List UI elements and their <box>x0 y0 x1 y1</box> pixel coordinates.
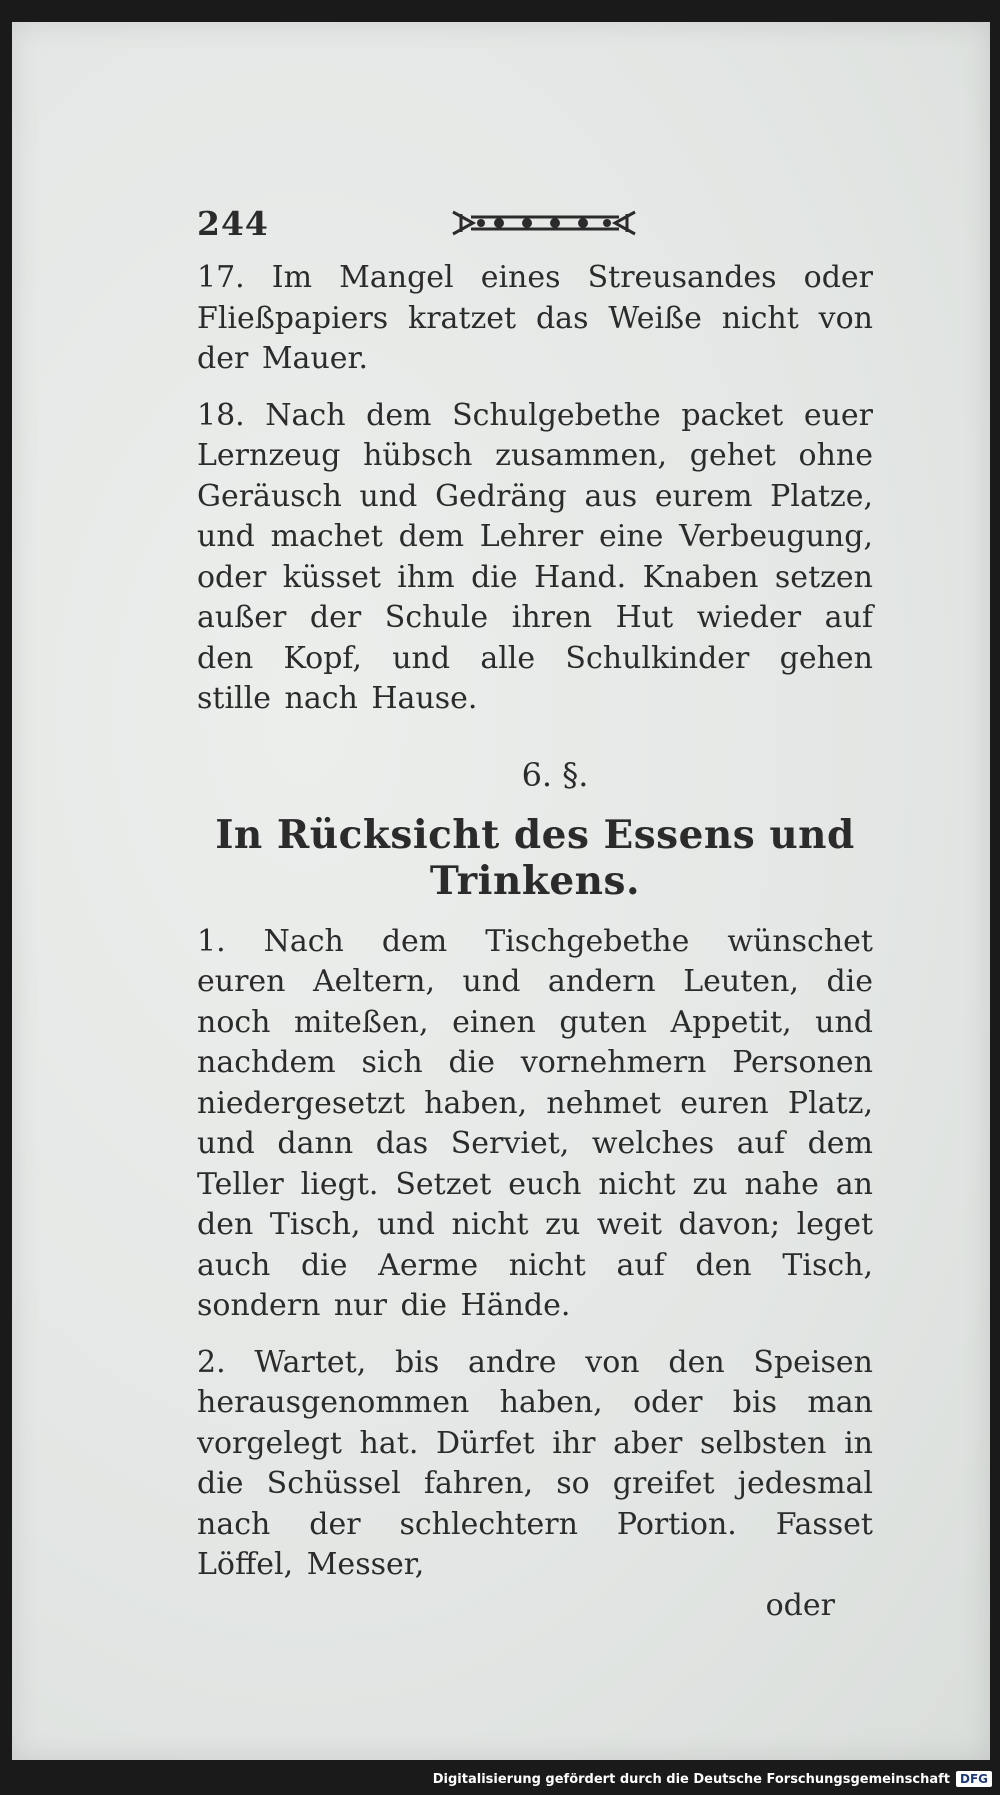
page-header <box>197 202 873 244</box>
section-number: 6. §. <box>521 755 589 794</box>
paragraph-1: 1. Nach dem Tischgebethe wünschet euren Aeltern, und andern Leuten, die noch miteßen, einen guten Appetit, und nachdem sich die vornehmern Personen niedergesetzt haben, nehmet euren Platz, und dann das Serviet, welches auf dem Teller liegt. Setzet euch nicht zu nahe an den Tisch, und nicht zu weit davon; leget auch die Aerme nicht auf den Tisch, sondern nur die Hände. <box>197 923 873 1323</box>
paragraph-18: 18. Nach dem Schulgebethe packet euer Lernzeug hübsch zusammen, gehet ohne Geräusch und Gedräng aus eurem Platze, und machet dem Lehrer eine Verbeugung, oder küsset ihm die Hand. Knaben setzen außer der Schule ihren Hut wieder auf den Kopf, und alle Schulkinder gehen stille nach Hause. <box>197 397 873 716</box>
page-number: 244 <box>197 203 269 243</box>
dfg-logo-icon: DFG <box>956 1771 992 1787</box>
decorative-ornament-icon <box>449 206 639 240</box>
paragraph-17: 17. Im Mangel eines Streusandes oder Fließpapiers kratzet das Weiße nicht von der Mauer. <box>197 260 873 376</box>
paragraph-2: 2. Wartet, bis andre von den Speisen herausgenommen haben, oder bis man vorgelegt hat. Dürfet ihr aber selbsten in die Schüssel fahren, so greifet jedesmal nach der schlechtern Portion. Fasset Löffel, Messer, <box>197 1344 873 1582</box>
section-title: In Rücksicht des Essens und Trinkens. <box>215 811 855 904</box>
digitization-footer <box>433 1771 992 1787</box>
book-page <box>12 22 990 1760</box>
page-text-block <box>197 202 873 1624</box>
footer-credit: Digitalisierung gefördert durch die Deutsche Forschungsgemeinschaft <box>432 1771 950 1787</box>
catchword: oder <box>765 1587 835 1623</box>
